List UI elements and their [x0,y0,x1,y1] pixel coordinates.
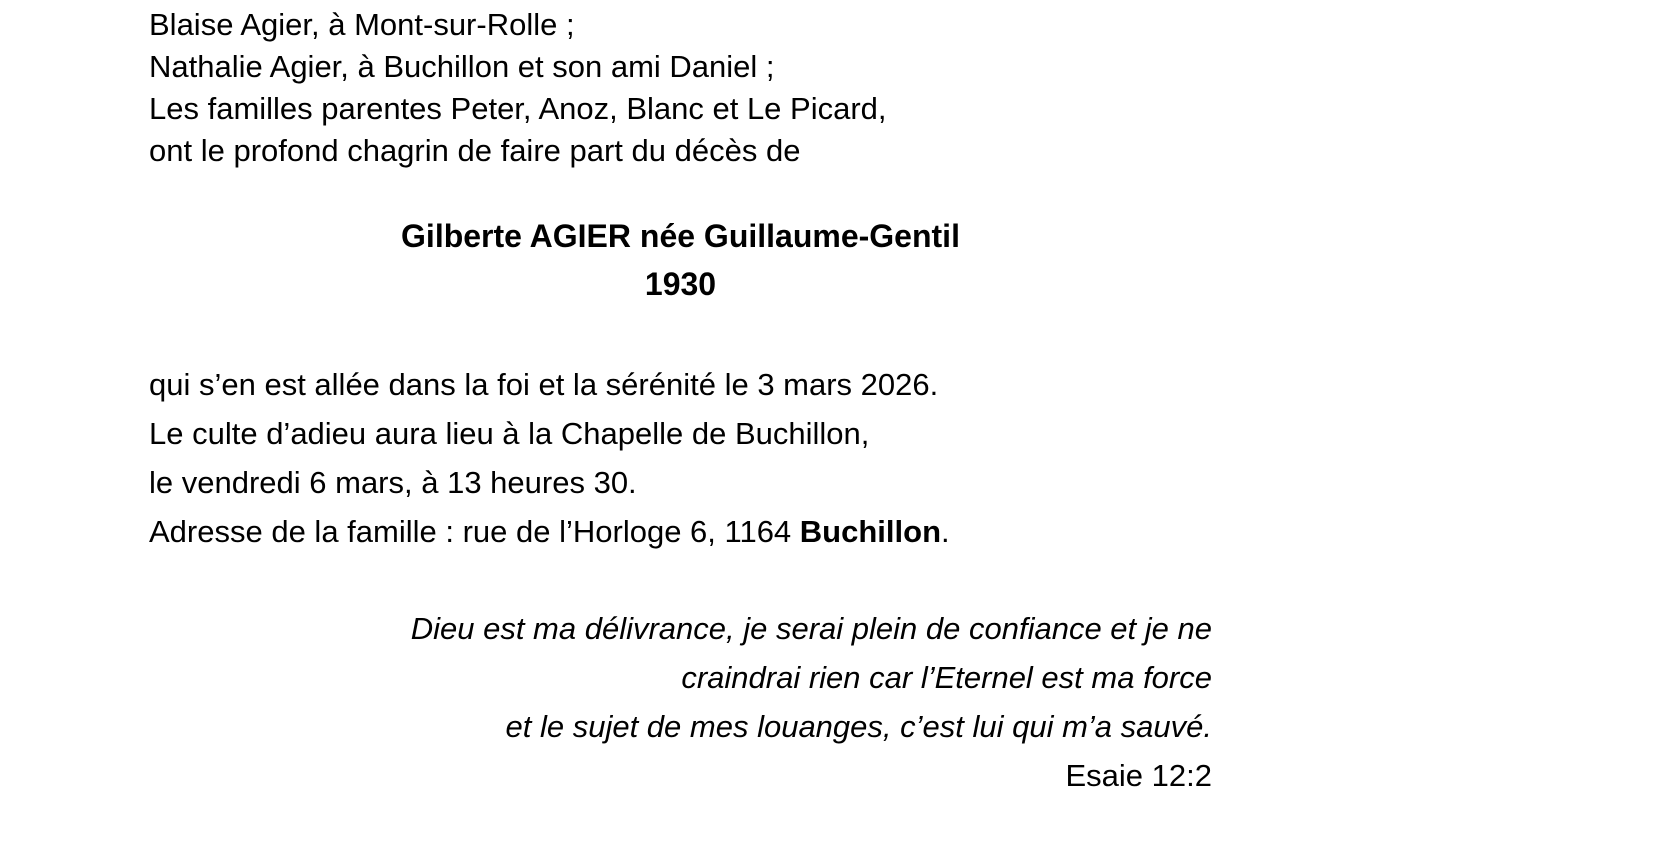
address-prefix: Adresse de la famille : rue de l’Horloge 6, 1164 [149,514,800,549]
details-line: le vendredi 6 mars, à 13 heures 30. [149,465,637,500]
details-line: Le culte d’adieu aura lieu à la Chapelle de Buchillon, [149,416,870,451]
intro-line: Nathalie Agier, à Buchillon et son ami Daniel ; [149,49,775,84]
deceased-block [149,212,1212,308]
details-line: qui s’en est allée dans la foi et la sérénité le 3 mars 2026. [149,367,939,402]
family-address-line [149,507,1549,556]
verse-line: et le sujet de mes louanges, c’est lui qui m’a sauvé. [505,709,1212,744]
verse-line: craindrai rien car l’Eternel est ma force [681,660,1212,695]
details-paragraph [149,360,1549,556]
deceased-birth-year: 1930 [644,266,717,302]
address-suffix: . [941,514,950,549]
intro-line: Les familles parentes Peter, Anoz, Blanc et Le Picard, [149,91,887,126]
intro-line: Blaise Agier, à Mont-sur-Rolle ; [149,7,575,42]
address-city: Buchillon [799,514,942,549]
intro-line: ont le profond chagrin de faire part du décès de [149,133,801,168]
deceased-name: Gilberte AGIER née Guillaume-Gentil [401,218,960,254]
verse-line: Dieu est ma délivrance, je serai plein de confiance et je ne [410,611,1212,646]
intro-paragraph [149,4,1509,172]
verse-block [149,604,1212,800]
verse-reference: Esaie 12:2 [1065,758,1212,793]
